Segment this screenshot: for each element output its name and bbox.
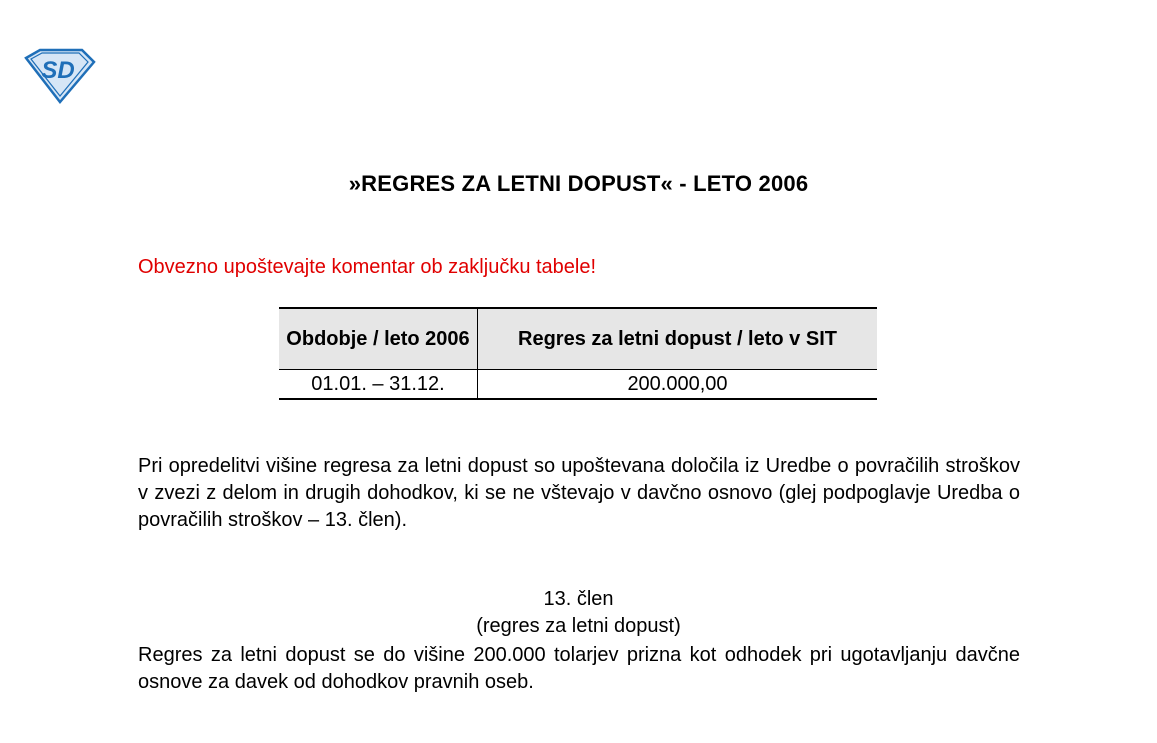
table-header-row	[279, 308, 877, 370]
column-header-amount: Regres za letni dopust / leto v SIT	[478, 308, 878, 370]
article-text: Regres za letni dopust se do višine 200.000 tolarjev prizna kot odhodek pri ugotavljanju davčne osnove za davek od dohodkov pravnih oseb.	[138, 644, 1020, 693]
company-logo	[22, 48, 96, 104]
warning-note: Obvezno upoštevajte komentar ob zaključku tabele!	[138, 256, 597, 278]
explanation-paragraph: Pri opredelitvi višine regresa za letni dopust so upoštevana določila iz Uredbe o povračilih stroškov v zvezi z delom in drugih dohodkov, ki se ne vštevajo v davčno osnovo (glej podpoglavje Uredba o povračilih stroškov – 13. člen).	[138, 455, 1020, 531]
article-subtitle: (regres za letni dopust)	[476, 615, 681, 637]
table-row	[279, 370, 877, 400]
article-number: 13. člen	[543, 588, 614, 610]
regres-table	[279, 307, 877, 400]
cell-amount: 200.000,00	[478, 370, 878, 400]
cell-period: 01.01. – 31.12.	[279, 370, 478, 400]
page-title: »REGRES ZA LETNI DOPUST« - LETO 2006	[348, 171, 809, 196]
svg-text:SD: SD	[41, 57, 75, 84]
column-header-period: Obdobje / leto 2006	[279, 308, 478, 370]
